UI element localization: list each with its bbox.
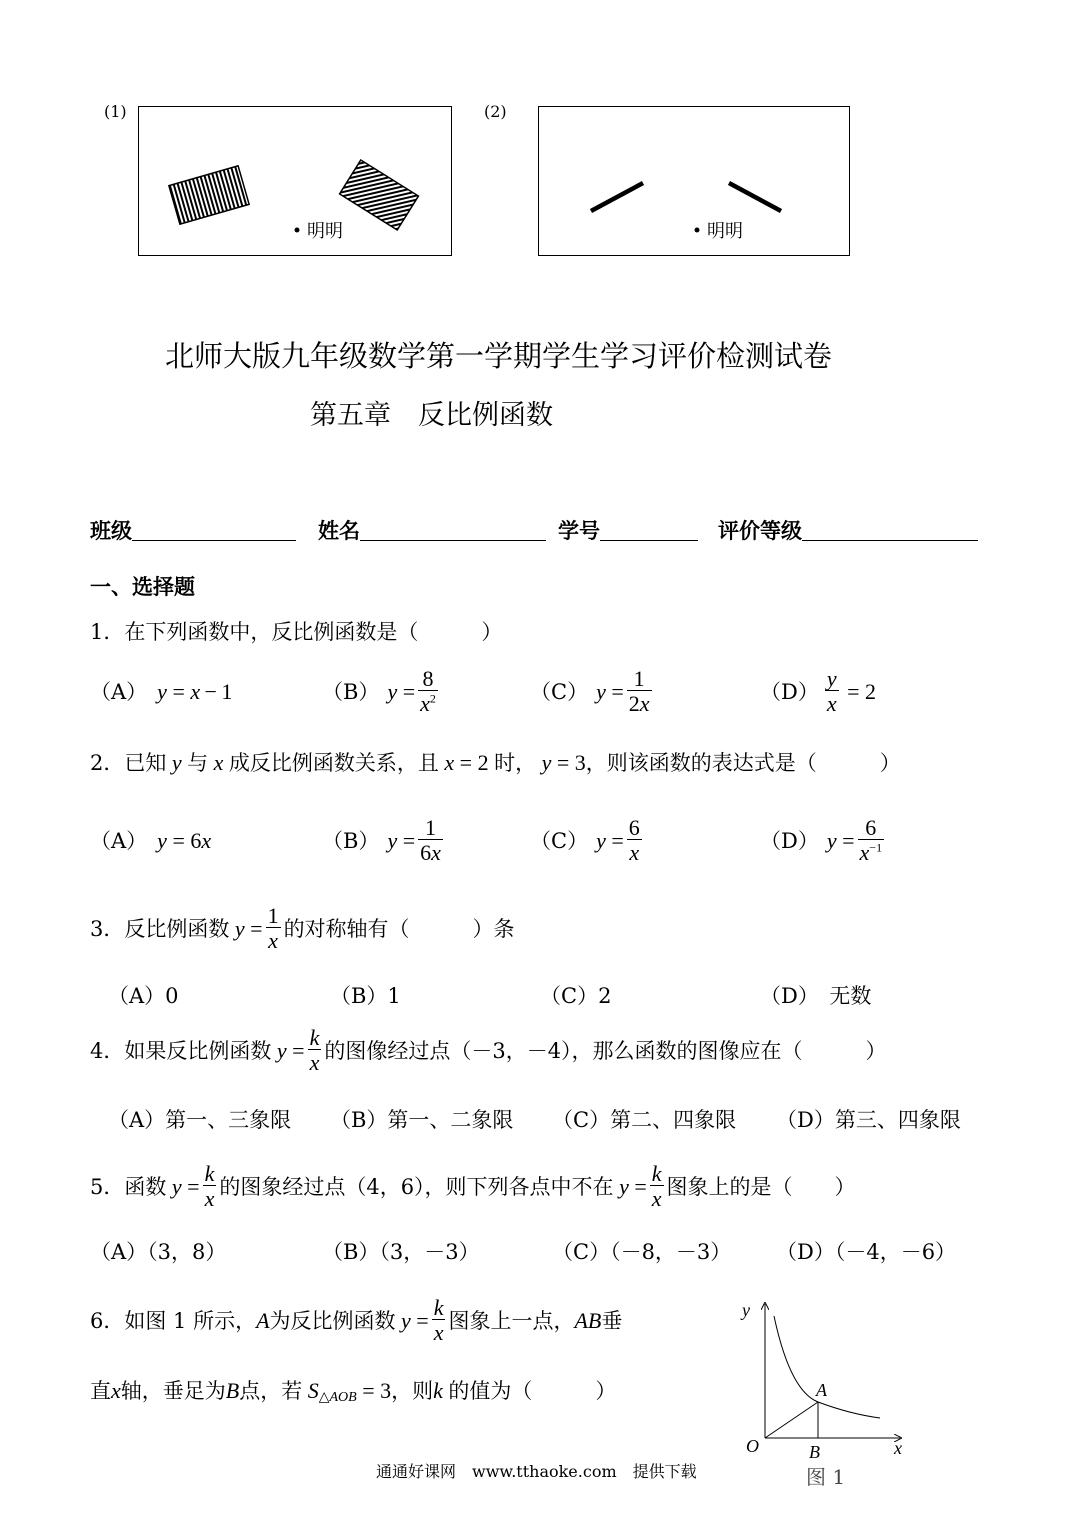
bar-left bbox=[591, 183, 643, 211]
class-field[interactable] bbox=[132, 518, 296, 541]
q2-stem-text-5: ，则该函数的表达式是（ ） bbox=[585, 750, 901, 775]
fig1-y-label: y bbox=[742, 1300, 750, 1320]
q1-stem: 1．在下列函数中，反比例函数是（ ） bbox=[90, 620, 503, 644]
fig1-b-label: B bbox=[809, 1442, 820, 1462]
fig1-a-label: A bbox=[816, 1380, 827, 1400]
q1-option-d: （D） $\frac{y}{x}$ = 2 bbox=[760, 666, 877, 717]
q2-stem: 2．已知 y 与 x 成反比例函数关系，且 x = 2 时， y = 3 ，则该函数的表达式是（ ） bbox=[90, 750, 901, 775]
person-dot-1 bbox=[295, 228, 300, 233]
segment-oa bbox=[765, 1402, 818, 1438]
q2-stem-text-4: 时， bbox=[494, 750, 537, 775]
hyperbola-curve bbox=[774, 1316, 880, 1418]
q5-stem-text-1: 5．函数 bbox=[90, 1174, 167, 1199]
q2-option-c: （C） y = $\frac{6}{x}$ bbox=[530, 815, 640, 866]
q6-text-9: 的值为（ ） bbox=[448, 1378, 617, 1403]
bar-right bbox=[729, 183, 781, 211]
q2-d-label: （D） bbox=[760, 828, 819, 853]
q5-stem-text-3: 图象上的是（ ） bbox=[666, 1174, 856, 1199]
person-label-1: 明明 bbox=[307, 221, 343, 242]
name-field[interactable] bbox=[360, 518, 546, 541]
q1-c-label: （C） bbox=[530, 679, 589, 704]
q5-stem-text-2: 的图象经过点（4，6），则下列各点中不在 bbox=[219, 1174, 614, 1199]
figure-1-drawing bbox=[139, 107, 451, 255]
q4-stem: 4．如果反比例函数 y = $\frac{k}{x}$ 的图像经过点（－3，－4），那么函数的图像应在（ ） bbox=[90, 1025, 887, 1076]
q1-c-fraction: $\frac{1}{2x}$ bbox=[628, 666, 650, 717]
page-subtitle: 第五章 反比例函数 bbox=[310, 400, 553, 431]
q6-text-5: 直 bbox=[90, 1378, 111, 1403]
q2-option-b: （B） y = $\frac{1}{6x}$ bbox=[322, 815, 441, 866]
q2-stem-text-2: 与 bbox=[187, 750, 209, 775]
q6-fraction: $\frac{k}{x}$ bbox=[433, 1295, 444, 1346]
section-heading: 一、选择题 bbox=[90, 574, 195, 599]
q5-option-b: （B）（3，－3） bbox=[322, 1240, 480, 1264]
footer-text: 通通好课网 www.tthaoke.com 提供下载 bbox=[376, 1462, 697, 1481]
q3-stem: 3．反比例函数 y = $\frac{1}{x}$ 的对称轴有（ ）条 bbox=[90, 903, 515, 954]
q1-b-fraction: $\frac{8}{x^2}$ bbox=[420, 666, 436, 717]
info-row bbox=[90, 518, 978, 541]
fig1-o-label: O bbox=[746, 1436, 759, 1456]
q5-fraction-2: $\frac{k}{x}$ bbox=[651, 1161, 662, 1212]
q6-text-2: 为反比例函数 bbox=[269, 1308, 396, 1333]
q1-option-c: （C） y = $\frac{1}{2x}$ bbox=[530, 666, 650, 717]
q2-b-label: （B） bbox=[322, 828, 380, 853]
q2-option-d: （D） y = $\frac{6}{x^{-1}}$ bbox=[760, 815, 883, 866]
q2-stem-text-3: 成反比例函数关系，且 bbox=[228, 750, 439, 775]
figure-1 bbox=[730, 1296, 930, 1496]
q6-line-2: 直 x 轴，垂足为 B 点，若 S △AOB = 3 ，则 k 的值为（ ） bbox=[90, 1378, 617, 1405]
q1-d-label: （D） bbox=[760, 679, 819, 704]
q1-option-a: （A） y = x − 1 bbox=[90, 679, 233, 704]
q4-option-b: （B）第一、二象限 bbox=[330, 1108, 514, 1132]
q1-a-label: （A） bbox=[90, 679, 148, 704]
q4-stem-text-1: 4．如果反比例函数 bbox=[90, 1038, 272, 1063]
q5-option-a: （A）（3，8） bbox=[90, 1240, 227, 1264]
page-title: 北师大版九年级数学第一学期学生学习评价检测试卷 bbox=[165, 339, 833, 373]
figure-2-drawing bbox=[539, 107, 849, 255]
q1-d-fraction: $\frac{y}{x}$ bbox=[826, 666, 837, 717]
figure-label-2: (2) bbox=[484, 102, 507, 121]
q4-option-c: （C）第二、四象限 bbox=[552, 1108, 737, 1132]
q6-text-4: 垂 bbox=[601, 1308, 623, 1333]
q4-option-a: （A）第一、三象限 bbox=[108, 1108, 292, 1132]
q4-stem-text-2: 的图像经过点（－3，－4），那么函数的图像应在（ ） bbox=[324, 1038, 887, 1063]
person-label-2: 明明 bbox=[707, 221, 743, 242]
q6-text-6: 轴，垂足为 bbox=[120, 1378, 226, 1403]
striped-panel-right bbox=[340, 160, 419, 230]
q2-option-a: （A） y = 6 x bbox=[90, 828, 212, 853]
figure-label-1: (1) bbox=[104, 102, 127, 121]
q4-option-d: （D）第三、四象限 bbox=[776, 1108, 961, 1132]
q2-c-label: （C） bbox=[530, 828, 589, 853]
q2-d-fraction: $\frac{6}{x^{-1}}$ bbox=[859, 815, 883, 866]
class-label: 班级 bbox=[90, 518, 132, 543]
q6-line-1: 6．如图 1 所示， A 为反比例函数 y = $\frac{k}{x}$ 图象上一点， AB 垂 bbox=[90, 1295, 623, 1346]
q6-text-3: 图象上一点， bbox=[448, 1308, 575, 1333]
q2-b-fraction: $\frac{1}{6x}$ bbox=[420, 815, 441, 866]
striped-panel-left bbox=[169, 166, 249, 224]
q1-option-b: （B） y = $\frac{8}{x^2}$ bbox=[322, 666, 436, 717]
grade-label: 评价等级 bbox=[718, 518, 802, 543]
figure-box-1 bbox=[138, 106, 452, 256]
q3-option-b: （B）1 bbox=[330, 984, 401, 1008]
fig1-x-label: x bbox=[894, 1438, 902, 1458]
q3-option-d: （D） 无数 bbox=[760, 984, 872, 1008]
q5-option-d: （D）（－4，－6） bbox=[776, 1240, 957, 1264]
figure-box-2 bbox=[538, 106, 850, 256]
q2-stem-text-1: 2．已知 bbox=[90, 750, 167, 775]
q5-fraction-1: $\frac{k}{x}$ bbox=[204, 1161, 215, 1212]
id-field[interactable] bbox=[600, 518, 698, 541]
q3-option-c: （C）2 bbox=[540, 984, 612, 1008]
q3-stem-text-1: 3．反比例函数 bbox=[90, 916, 230, 941]
fig1-caption: 图 1 bbox=[806, 1465, 846, 1489]
grade-field[interactable] bbox=[802, 518, 978, 541]
person-dot-2 bbox=[695, 228, 700, 233]
q4-fraction: $\frac{k}{x}$ bbox=[309, 1025, 320, 1076]
q2-c-fraction: $\frac{6}{x}$ bbox=[628, 815, 640, 866]
q1-b-label: （B） bbox=[322, 679, 380, 704]
q1-a-formula: y bbox=[157, 679, 167, 704]
q3-stem-text-2: 的对称轴有（ ）条 bbox=[283, 916, 515, 941]
q6-text-1: 6．如图 1 所示， bbox=[90, 1308, 257, 1333]
q5-stem: 5．函数 y = $\frac{k}{x}$ 的图象经过点（4，6），则下列各点中不在 y = $\frac{k}{x}$ 图象上的是（ ） bbox=[90, 1161, 856, 1212]
q2-a-label: （A） bbox=[90, 828, 148, 853]
q6-text-8: ，则 bbox=[391, 1378, 434, 1403]
name-label: 姓名 bbox=[318, 518, 360, 543]
id-label: 学号 bbox=[558, 518, 600, 543]
q3-fraction: $\frac{1}{x}$ bbox=[267, 903, 279, 954]
q6-text-7: 点，若 bbox=[239, 1378, 303, 1403]
q3-option-a: （A）0 bbox=[108, 984, 179, 1008]
q5-option-c: （C）（－8，－3） bbox=[552, 1240, 732, 1264]
